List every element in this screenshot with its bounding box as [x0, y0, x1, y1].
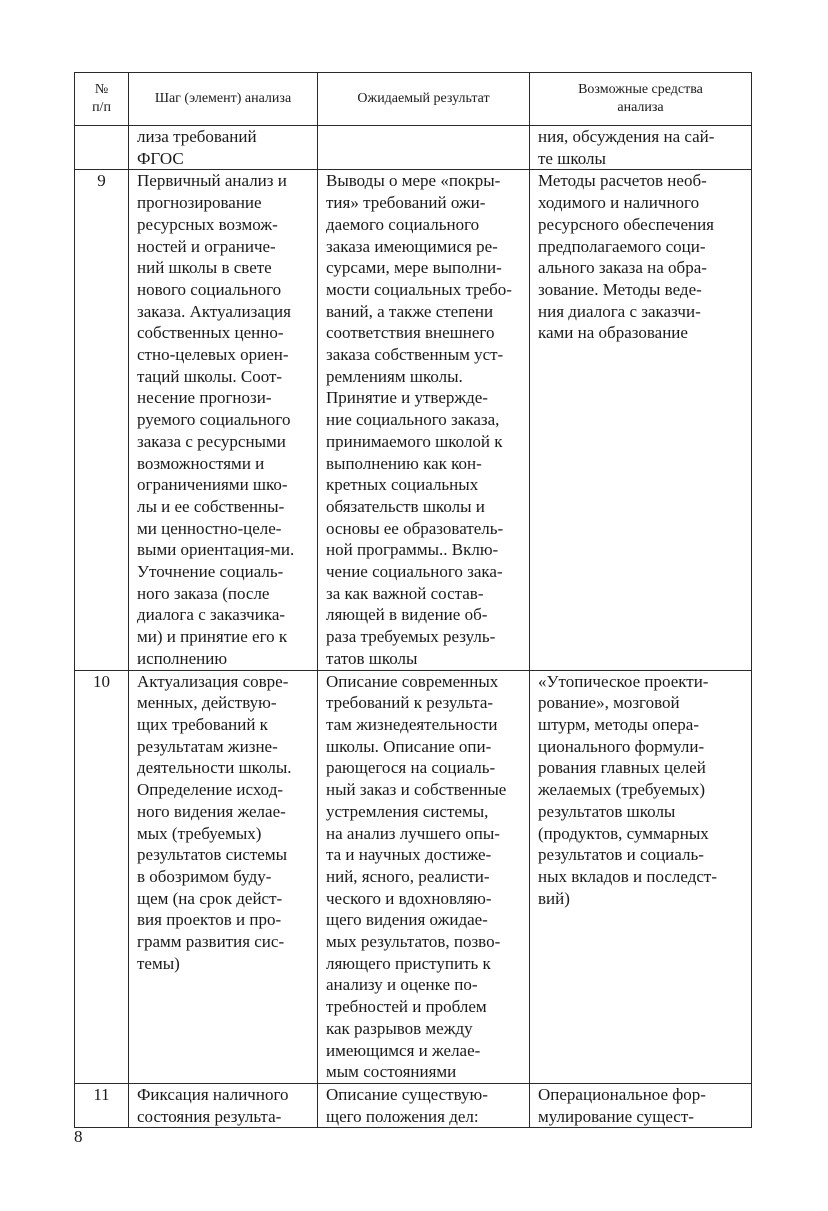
row-result-line: Описание современных: [326, 671, 499, 691]
row-means-line: ками на образование: [538, 323, 688, 343]
analysis-table: [74, 72, 752, 1128]
row-step-cell: [129, 1083, 318, 1127]
row-number-cell: [75, 170, 129, 670]
row-step-line: в обозримом буду-: [137, 866, 272, 886]
row-result-line: сурсами, мере выполни-: [326, 258, 502, 278]
row-means-line: ресурсного обеспечения: [538, 214, 715, 234]
row-step-line: результатов системы: [137, 845, 288, 865]
row-number: 9: [97, 171, 106, 191]
row-means-line: желаемых (требуемых): [538, 780, 706, 800]
row-result-line: та и научных достиже-: [326, 845, 492, 865]
header-number-line1: №: [94, 82, 109, 97]
row-result-line: принимаемого школой к: [326, 431, 503, 451]
row-result-line: ческого и вдохновляю-: [326, 888, 492, 908]
row-step-line: Актуализация совре-: [137, 671, 289, 691]
table-row: [75, 170, 752, 670]
row-means-line: результатов школы: [538, 801, 676, 821]
header-means-line1: Возможные средства: [578, 82, 703, 97]
row-result-line: заказа собственным уст-: [326, 345, 504, 365]
row-step-line: ограничениями шко-: [137, 475, 288, 495]
row-step-line: темы): [137, 953, 180, 973]
row-step-line: Определение исход-: [137, 780, 284, 800]
row-step-line: собственных ценно-: [137, 323, 284, 343]
row-means-line: рования главных целей: [538, 758, 706, 778]
row-result-line: щего положения дел:: [326, 1106, 479, 1126]
row-step-cell: [129, 126, 318, 170]
row-means-line: Методы расчетов необ-: [538, 171, 707, 191]
row-number-cell: [75, 1083, 129, 1127]
row-means-line: штурм, методы опера-: [538, 714, 699, 734]
row-means-line: зование. Методы веде-: [538, 279, 702, 299]
header-result-label: Ожидаемый результат: [357, 91, 490, 106]
row-result-line: мым состояниями: [326, 1062, 457, 1082]
row-result-line: анализу и оценке по-: [326, 975, 478, 995]
row-step-line: прогнозирование: [137, 193, 262, 213]
row-result-line: на анализ лучшего опы-: [326, 823, 500, 843]
row-means-line: (продуктов, суммарных: [538, 823, 709, 843]
row-result-line: школы. Описание опи-: [326, 736, 492, 756]
table-body: [75, 126, 752, 1128]
header-number-line2: п/п: [92, 100, 111, 115]
row-step-line: грамм развития сис-: [137, 932, 285, 952]
row-result-line: чение социального зака-: [326, 562, 503, 582]
row-means-line: ального заказа на обра-: [538, 258, 707, 278]
row-step-line: таций школы. Соот-: [137, 366, 283, 386]
row-step-cell: [129, 170, 318, 670]
row-means-line: вий): [538, 888, 570, 908]
row-means-cell: [530, 670, 752, 1083]
row-result-line: ной программы.. Вклю-: [326, 540, 499, 560]
row-step-line: вия проектов и про-: [137, 910, 282, 930]
row-step-line: состояния результа-: [137, 1106, 282, 1126]
row-step-line: мых (требуемых): [137, 823, 262, 843]
row-result-line: как разрывов между: [326, 1018, 473, 1038]
row-step-line: Первичный анализ и: [137, 171, 287, 191]
row-number: 10: [93, 671, 110, 691]
row-result-line: там жизнедеятельности: [326, 714, 498, 734]
row-step-line: Фиксация наличного: [137, 1084, 289, 1104]
header-result: [318, 73, 530, 126]
table-header-row: [75, 73, 752, 126]
row-step-line: ФГОС: [137, 148, 184, 168]
row-result-line: Принятие и утвержде-: [326, 388, 488, 408]
row-result-line: татов школы: [326, 648, 418, 668]
row-means-line: ходимого и наличного: [538, 193, 700, 213]
row-result-cell: [318, 1083, 530, 1127]
row-step-line: несение прогнози-: [137, 388, 272, 408]
row-result-line: мости социальных требо-: [326, 279, 512, 299]
header-step: [129, 73, 318, 126]
row-step-line: ний школы в свете: [137, 258, 272, 278]
row-result-line: раза требуемых резуль-: [326, 627, 496, 647]
row-means-line: ния диалога с заказчи-: [538, 301, 701, 321]
row-means-line: результатов и социаль-: [538, 845, 704, 865]
row-step-line: результатам жизне-: [137, 736, 278, 756]
header-step-label: Шаг (элемент) анализа: [154, 91, 292, 106]
row-result-line: тия» требований ожи-: [326, 193, 486, 213]
row-step-cell: [129, 670, 318, 1083]
row-number: 11: [93, 1084, 110, 1104]
row-result-line: заказа имеющимися ре-: [326, 236, 498, 256]
row-step-line: ностей и ограниче-: [137, 236, 276, 256]
row-means-line: предполагаемого соци-: [538, 236, 706, 256]
row-result-line: выполнению как кон-: [326, 453, 482, 473]
row-step-line: Уточнение социаль-: [137, 562, 284, 582]
row-result-line: ляющей в видение об-: [326, 605, 488, 625]
row-means-line: ния, обсуждения на сай-: [538, 127, 715, 146]
row-step-line: возможностями и: [137, 453, 265, 473]
row-step-line: исполнению: [137, 648, 228, 668]
row-number-cell: [75, 670, 129, 1083]
row-step-line: ресурсных возмож-: [137, 214, 278, 234]
row-step-line: выми ориентация-ми.: [137, 540, 295, 560]
row-result-line: ляющего приступить к: [326, 953, 491, 973]
row-result-line: мых результатов, позво-: [326, 932, 501, 952]
row-result-line: ние социального заказа,: [326, 410, 500, 430]
row-means-line: рование», мозговой: [538, 693, 680, 713]
row-result-line: обязательств школы и: [326, 496, 485, 516]
row-step-line: щем (на срок дейст-: [137, 888, 283, 908]
row-step-line: деятельности школы.: [137, 758, 292, 778]
row-step-line: нового социального: [137, 279, 282, 299]
row-means-line: ционального формули-: [538, 736, 705, 756]
row-result-line: имеющимся и желае-: [326, 1040, 481, 1060]
row-means-line: те школы: [538, 148, 606, 168]
row-step-line: лиза требований: [137, 127, 257, 146]
header-means: [530, 73, 752, 126]
row-result-line: кретных социальных: [326, 475, 479, 495]
row-result-line: ремлениям школы.: [326, 366, 463, 386]
row-step-line: щих требований к: [137, 714, 268, 734]
row-result-line: рающегося на социаль-: [326, 758, 496, 778]
row-means-cell: [530, 126, 752, 170]
row-step-line: заказа с ресурсными: [137, 431, 286, 451]
row-result-cell: [318, 126, 530, 170]
row-means-line: «Утопическое проекти-: [538, 671, 709, 691]
row-step-line: руемого социального: [137, 410, 291, 430]
row-step-line: менных, действую-: [137, 693, 277, 713]
row-means-cell: [530, 1083, 752, 1127]
row-result-line: Выводы о мере «покры-: [326, 171, 501, 191]
page-number: 8: [74, 1127, 83, 1146]
row-means-cell: [530, 170, 752, 670]
row-result-line: ный заказ и собственные: [326, 780, 507, 800]
row-result-cell: [318, 670, 530, 1083]
row-step-line: ного видения желае-: [137, 801, 286, 821]
row-step-line: ми ценностно-целе-: [137, 518, 282, 538]
row-result-line: соответствия внешнего: [326, 323, 495, 343]
row-number-cell: [75, 126, 129, 170]
row-step-line: стно-целевых ориен-: [137, 345, 289, 365]
row-result-line: основы ее образователь-: [326, 518, 504, 538]
row-result-line: требностей и проблем: [326, 997, 487, 1017]
row-result-line: устремления системы,: [326, 801, 489, 821]
row-means-line: ных вкладов и последст-: [538, 866, 718, 886]
row-step-line: лы и ее собственны-: [137, 496, 285, 516]
row-step-line: ного заказа (после: [137, 583, 270, 603]
row-result-line: ваний, а также степени: [326, 301, 494, 321]
header-number: [75, 73, 129, 126]
row-result-cell: [318, 170, 530, 670]
row-means-line: мулирование сущест-: [538, 1106, 694, 1126]
row-step-line: заказа. Актуализация: [137, 301, 291, 321]
table-row: [75, 126, 752, 170]
row-step-line: ми) и принятие его к: [137, 627, 288, 647]
row-means-line: Операциональное фор-: [538, 1084, 706, 1104]
row-result-line: щего видения ожидае-: [326, 910, 488, 930]
table-row: [75, 670, 752, 1083]
row-result-line: даемого социального: [326, 214, 480, 234]
table-row: [75, 1083, 752, 1127]
row-step-line: диалога с заказчика-: [137, 605, 286, 625]
row-result-line: ний, ясного, реалисти-: [326, 866, 490, 886]
row-result-line: за как важной состав-: [326, 583, 484, 603]
row-result-line: Описание существую-: [326, 1084, 488, 1104]
row-result-line: требований к результа-: [326, 693, 494, 713]
header-means-line2: анализа: [617, 100, 664, 115]
